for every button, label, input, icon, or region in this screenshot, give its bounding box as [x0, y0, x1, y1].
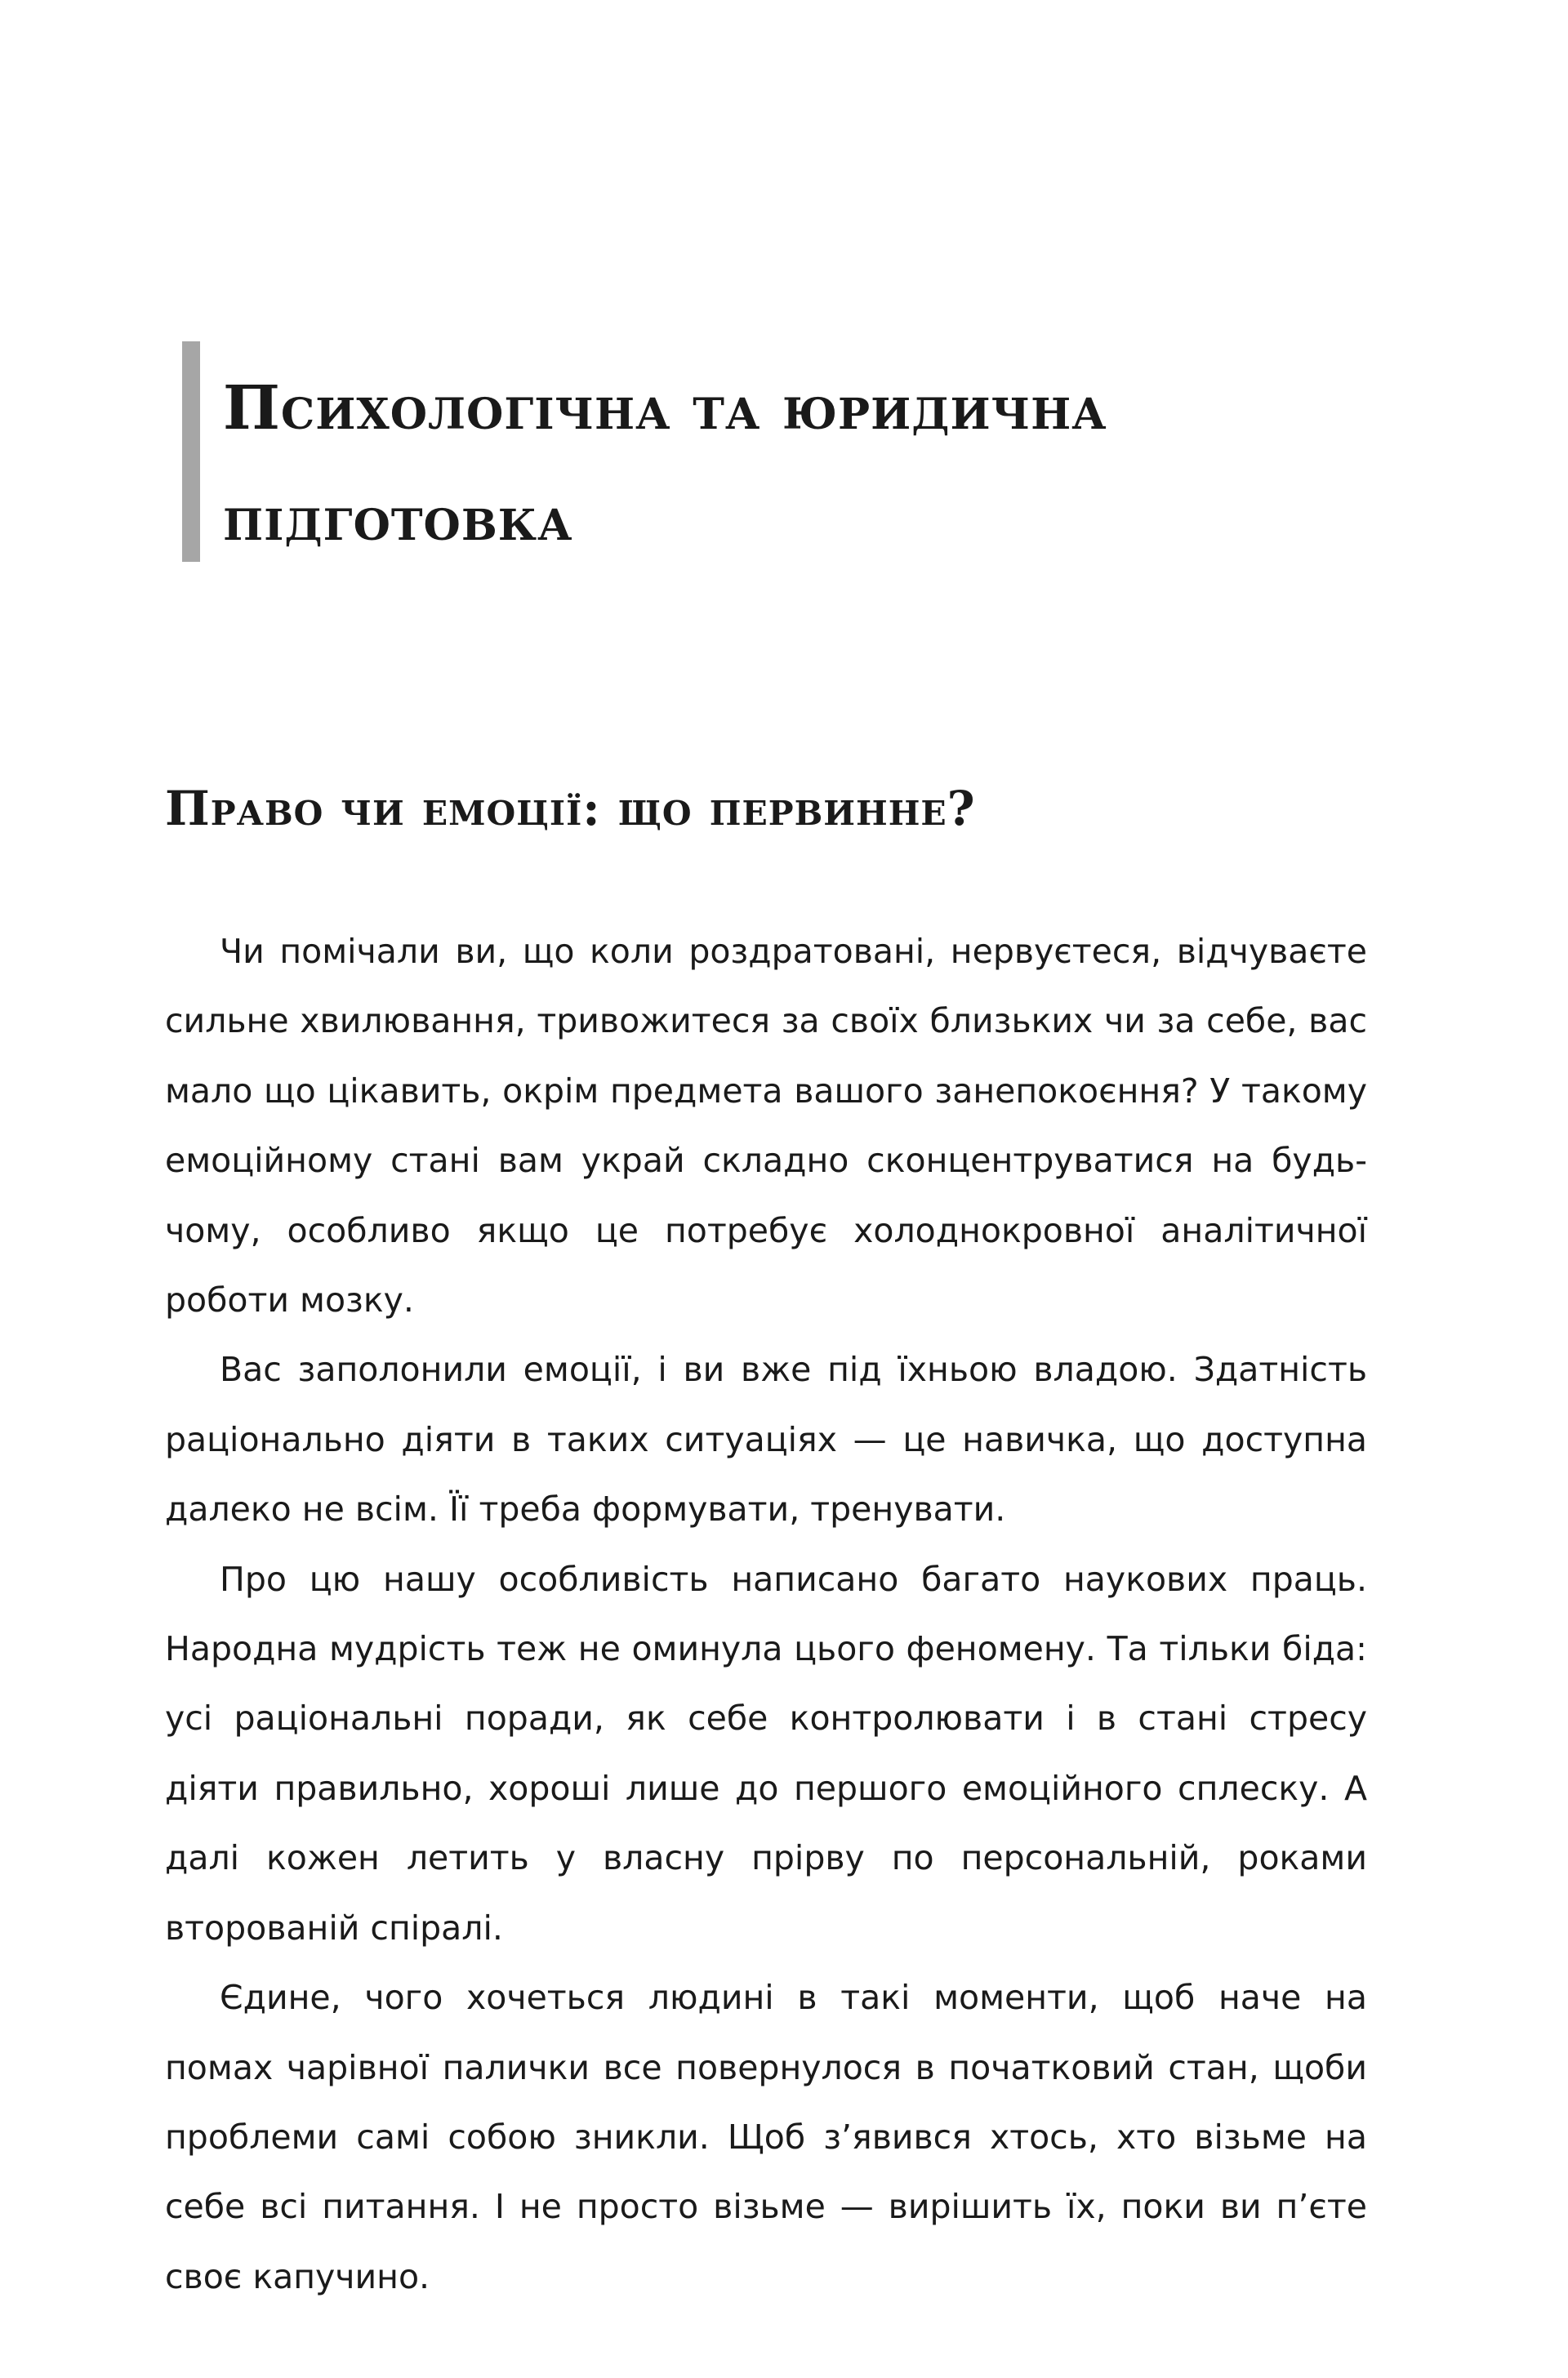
paragraph: Чи помічали ви, що коли роздратовані, нервуєтеся, відчуваєте сильне хвилювання, тривожитеся за своїх близьких чи за себе, вас мало що цікавить, окрім предмета вашого занепокоєння? У такому емоційному стані вам украй складно сконцентруватися на будь-чому, особливо якщо це потребує холоднокровної аналітичної роботи мозку. — [165, 932, 1367, 1320]
chapter-title-line-1: Психологічна та юридична — [223, 373, 1107, 443]
body-text — [165, 917, 1367, 2312]
chapter-heading — [182, 341, 1407, 562]
chapter-accent-bar — [182, 341, 200, 562]
chapter-title-line-2: підготовка — [223, 484, 573, 554]
chapter-title — [223, 353, 1107, 575]
paragraph: Вас заполонили емоції, і ви вже під їхньою владою. Здатність раціонально діяти в таких ситуаціях — це навичка, що доступна далеко не всім. Її треба формувати, тренувати. — [165, 1350, 1367, 1530]
paragraph: Про цю нашу особливість написано багато наукових праць. Народна мудрість теж не оминула цього феномену. Та тільки біда: усі раціональні поради, як себе контролювати і в стані стресу діяти правильно, хороші лише до першого емоційного сплеску. А далі кожен летить у власну прірву по персональній, роками второваній спіралі. — [165, 1559, 1367, 1948]
paragraph: Єдине, чого хочеться людині в такі моменти, щоб наче на помах чарівної палички все повернулося в початковий стан, щоби проблеми самі собою зникли. Щоб з’явився хтось, хто візьме на себе всі питання. І не просто візьме — вирішить їх, поки ви п’єте своє капучино. — [165, 1978, 1367, 2296]
section-title: Право чи емоції: що первинне? — [165, 781, 976, 836]
